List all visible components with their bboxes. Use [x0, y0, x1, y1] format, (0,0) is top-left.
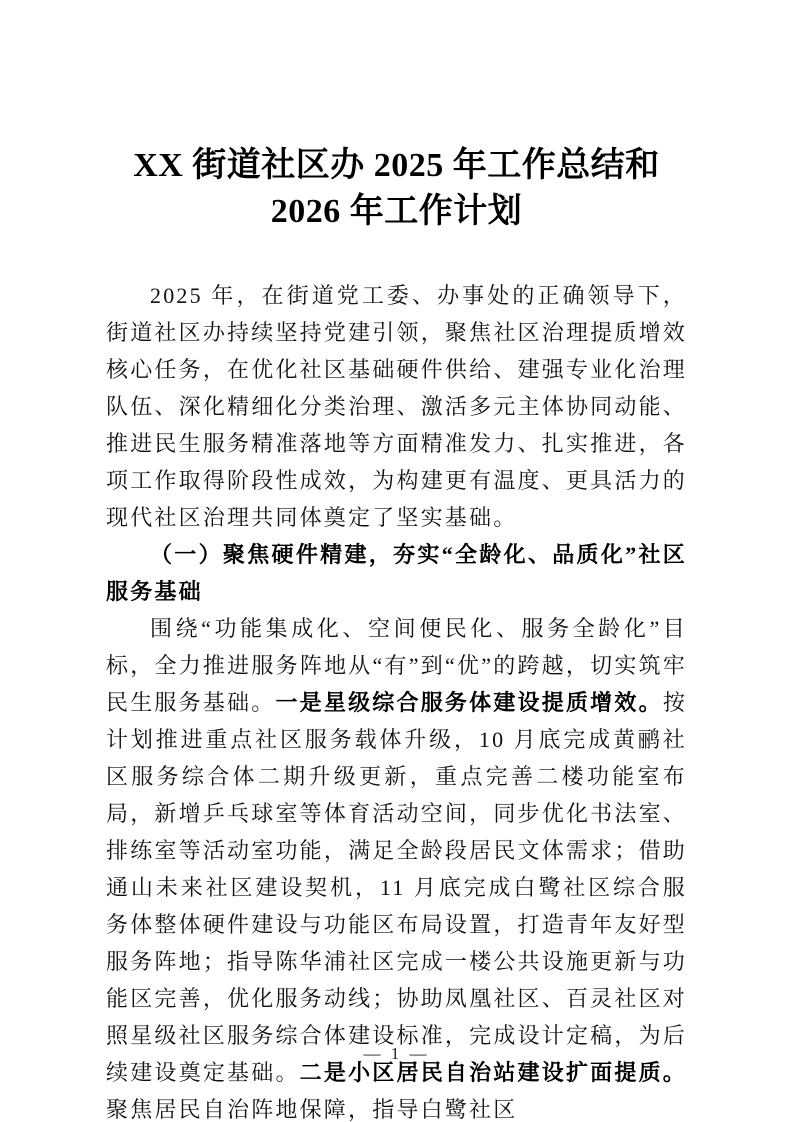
body-text: 聚焦居民自治阵地保障，指导白鹭社区 [106, 1097, 518, 1122]
paragraph [106, 277, 687, 536]
body-text: 围绕“功能集成化、空间便民化、服务全龄化”目标，全力推进服务阵地从“有”到“优”的跨越，切实筑牢民生服务基础。 [106, 616, 687, 715]
emphasis-text: 一是星级综合服务体建设提质增效。 [275, 690, 663, 715]
section-heading [106, 536, 687, 610]
document-body [106, 277, 687, 1122]
page-number: — 1 — [363, 1044, 430, 1063]
body-text: 2025 年，在街道党工委、办事处的正确领导下，街道社区办持续坚持党建引领，聚焦社区治理提质增效核心任务，在优化社区基础硬件供给、建强专业化治理队伍、深化精细化分类治理、激活多元主体协同动能、推进民生服务精准落地等方面精准发力、扎实推进，各项工作取得阶段性成效，为构建更有温度、更具活力的现代社区治理共同体奠定了坚实基础。 [106, 283, 687, 530]
document-title: XX 街道社区办 2025 年工作总结和 2026 年工作计划 [133, 147, 660, 230]
body-text: 按计划推进重点社区服务载体升级，10 月底完成黄鹂社区服务综合体二期升级更新，重点完善二楼功能室布局，新增乒乓球室等体育活动空间，同步优化书法室、排练室等活动室功能，满足全龄段居民文体需求；借助通山未来社区建设契机，11 月底完成白鹭社区综合服务体整体硬件建设与功能区布局设置，打造青年友好型服务阵地；指导陈华浦社区完成一楼公共设施更新与功能区完善，优化服务动线；协助凤凰社区、百灵社区对照星级社区服务综合体建设标准，完成设计定稿，为后续建设奠定基础。 [106, 690, 688, 1085]
emphasis-text: （一）聚焦硬件精建，夯实“全龄化、品质化”社区服务基础 [106, 542, 687, 604]
emphasis-text: 二是小区居民自治站建设扩面提质。 [299, 1060, 687, 1085]
